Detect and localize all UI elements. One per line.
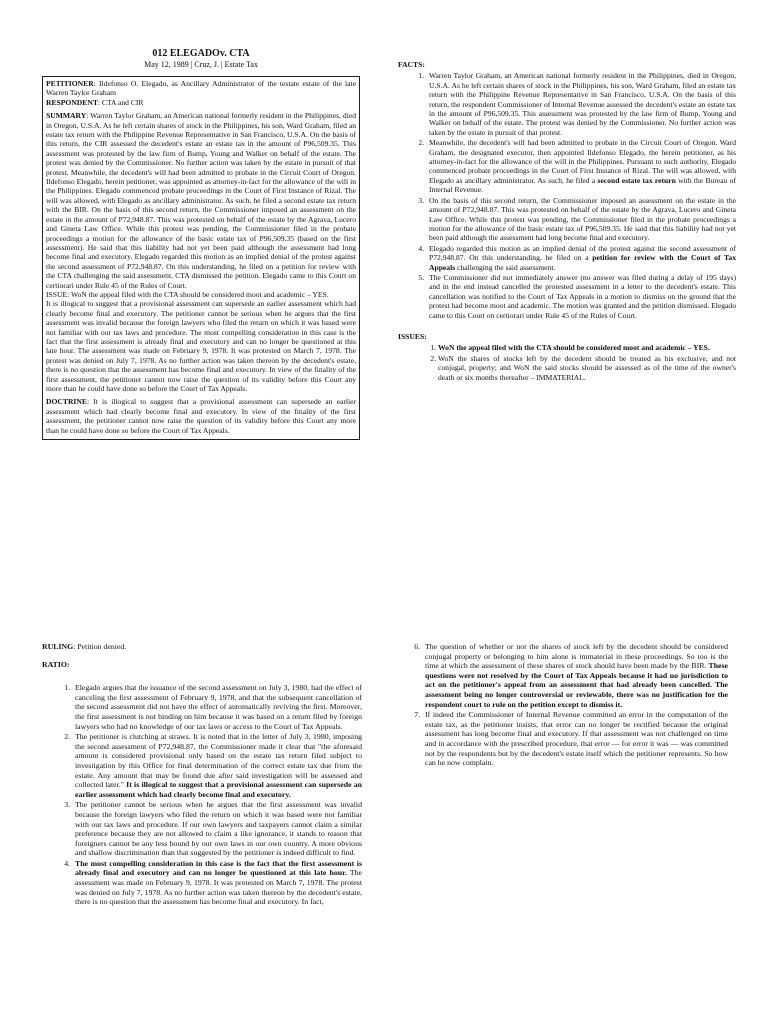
right-lower-column xyxy=(398,642,728,769)
ratio-item: 2. The petitioner is clutching at straws. It is noted that in the letter of July 3, 1980, imposing the second assessment of P72,948.87, the Commissioner made it clear that "the aforesaid amount is considered provisional only based on the estate tax return filed subject to investigation by this Office for final determination of the correct estate tax due from the estate. Any amount that may be found due after said investigation will be assessed and collected later." It is illogical to suggest that a provisional assessment can supersede an earlier assessment which had clearly become final and executory. xyxy=(72,732,362,799)
case-subtitle: May 12, 1989 | Cruz, J. | Estate Tax xyxy=(144,60,258,69)
ratio-item: 6. The question of whether or not the shares of stock left by the decedent should be considered conjugal property or belonging to him alone is immaterial in these proceedings. So too is the time at which the assessment of these shares of stock should have been made by the BIR. These questions were not resolved by the Court of Tax Appeals because it had no jurisdiction to act on the petitioner's appeal from an assessment that had already been cancelled. The assessment being no longer controversial or reviewable, there was no justification for the respondent court to rule on the petition except to dismiss it. xyxy=(422,642,728,709)
respondent-label: RESPONDENT xyxy=(46,97,98,107)
petitioner-text: : Ildefonso O. Elegado, as Ancillary Administrator of the testate estate of the late Warren Taylor Graham xyxy=(46,79,356,98)
issue-line: ISSUE: WoN the appeal filed with the CTA should be considered moot and academic – YES. xyxy=(46,289,329,299)
issue-item: 2. WoN the shares of stocks left by the decedent should be treated as his exclusive, and not conjugal, property; and WoN the said stocks should be assessed as of the time of the owner's death or six months thereafter – IMMATERIAL. xyxy=(438,354,736,382)
facts-item: 5. The Commissioner did not immediately answer (no answer was filed during a delay of 195 days) and in the end instead cancelled the protested assessment in a letter to the decedent's estate. This cancellation was notified to the Court of Tax Appeals in a motion to dismiss on the ground that the protest had become moot and academic. The motion was granted and the petition dismissed. Elegado came to this Court on certiorari under Rule 45 of the Rules of Court. xyxy=(426,273,736,320)
facts-item: 4. Elegado regarded this motion as an implied denial of the protest against the second assessment of P72,948.87. On this understanding, he filed on a petition for review with the Court of Tax Appeals challenging the said assessment. xyxy=(426,244,736,272)
summary-label: SUMMARY xyxy=(46,111,87,121)
left-upper-column xyxy=(42,46,360,440)
ratio-list xyxy=(42,683,362,907)
issues-list xyxy=(398,343,736,382)
left-lower-column xyxy=(42,642,362,908)
right-upper-column xyxy=(398,60,736,383)
ratio-item: 4. The most compelling consideration in this case is the fact that the first assessment is already final and executory and can no longer be questioned at this late hour. The assessment was made on February 9, 1978. It was protested on March 7, 1978. The protest was denied on July 7, 1978. As no further action was taken thereon by the decedent's estate, there is no question that the assessment has become final and executory. In fact, xyxy=(72,859,362,907)
case-title: 012 ELEGADOv. CTA xyxy=(152,48,250,59)
ratio-item: 3. The petitioner cannot be serious when he argues that the first assessment was invalid because the foreign lawyers who filed the return on which it was based were not familiar with our tax laws and procedure. If our own lawyers and taxpayers cannot claim a similar preference because they are not allowed to claim a like ignorance, it stands to reason that foreigners cannot be any less bound by our own laws in our own country. A more obvious and shallow discrimination than that suggested by the petitioner is indeed difficult to find. xyxy=(72,800,362,858)
summary-box xyxy=(42,76,360,440)
issue-item: 1. WoN the appeal filed with the CTA should be considered moot and academic – YES. xyxy=(438,343,736,352)
box-body-paragraph: It is illogical to suggest that a provisional assessment can supersede an earlier assessment which had clearly become final and executory. The petitioner cannot be serious when he argues that the first assessment was invalid because the foreign lawyers who filed the return on which it was based were not familiar with our tax laws and procedure. The most compelling consideration in this case is the fact that the first assessment is already final and executory and can no longer be questioned at this late hour. The assessment was made on February 9, 1978. It was protested on March 7, 1978. The protest was denied on July 7, 1978. As no further action was taken thereon by the decedent's estate, there is no question that the assessment has become final and executory. In view of the finality of the first assessment, the petitioner cannot now raise the question of its validity before this Court any more than he could have done so before the Court of Tax Appeals. xyxy=(46,299,356,393)
ratio-item: 1. Elegado argues that the issuance of the second assessment on July 3, 1980, had the effect of canceling the first assessment of February 9, 1978, and that the subsequent cancellation of the second assessment did not have the effect of automatically reviving the first. Moreover, the first assessment is not binding on him because it was based on a return filed by foreign lawyers who had no knowledge of our tax laws or access to the Court of Tax Appeals. xyxy=(72,683,362,731)
ruling-text: : Petition denied. xyxy=(73,642,127,651)
facts-heading: FACTS: xyxy=(398,60,425,69)
facts-list xyxy=(398,71,736,320)
ruling-line xyxy=(42,642,362,652)
ratio-heading: RATIO: xyxy=(42,659,70,669)
summary-paragraph xyxy=(46,111,356,290)
doctrine-text: : It is illogical to suggest that a provisional assessment can supersede an earlier assessment which had clearly become final and executory. In view of the finality of the first assessment, the petitioner cannot now raise the question of its validity before this Court any more than he could have done so before the Court of Tax Appeals. xyxy=(46,397,356,435)
facts-item: 3. On the basis of this second return, the Commissioner imposed an assessment on the estate in the amount of P72,948.87. This was protested on behalf of the estate by the Agrava, Lucero and Gineta Law Office. While this protest was pending, the Commissioner filed in the probate proceedings a motion for the allowance of the basic estate tax of P96,509.35. He said that this liability had not yet been paid although the assessment had long become final and executory. xyxy=(426,196,736,243)
ratio-list-continued xyxy=(398,642,728,768)
petitioner-line xyxy=(46,79,356,98)
respondent-text: : CTA and CIR xyxy=(97,97,144,107)
doctrine-paragraph xyxy=(46,397,356,435)
petitioner-label: PETITIONER xyxy=(46,79,94,88)
facts-item: 2. Meanwhile, the decedent's will had been admitted to probate in the Circuit Court of Oregon. Ward Graham, the designated executor, then appointed Ildefonso Elegado, the herein petitioner, as his attorney-in-fact for the allowance of the will in the Philippines. Pursuant to such authority, Elegado commenced probate proceedings in the Court of First Instance of Rizal. The will was allowed, with Elegado as ancillary administrator. As such, he filed a second estate tax return with the Bureau of Internal Revenue. xyxy=(426,138,736,194)
ratio-item: 7. If indeed the Commissioner of Internal Revenue committed an error in the computation of the estate tax, as the petitioner insists, that error can no longer be rectified because the original assessment has long become final and executory. If that assessment was not challenged on time and in accordance with the prescribed procedure, that error — for error it was — was committed not by the respondents but by the decedent's estate itself which the petitioner represents. So how can he now complain. xyxy=(422,710,728,768)
ruling-label: RULING xyxy=(42,642,74,651)
respondent-line xyxy=(46,98,356,107)
summary-text: : Warren Taylor Graham, an American national formerly resident in the Philippines, died in Oregon, U.S.A. As he left certain shares of stock in the Philippines, his son, Ward Graham, filed an estate tax return with the Philippine Revenue Representative in San Francisco, U.S.A. On the basis of this return, the CIR assessed the decedent's estate an estate tax in the amount of P96,509.35. This assessment was protested by the law firm of Bump, Young and Walker on behalf of the estate. The protest was denied by the Commissioner. No further action was taken by the estate in pursuit of that protest. Meanwhile, the decedent's will had been admitted to probate in the Circuit Court of Oregon. Ildefonso Elegado, herein petitioner, was appointed as attorney-in-fact for the allowance of the will in the Philippines. Elegado commenced probate proceedings in the Court of First Instance of Rizal. The will was allowed, with Elegado as ancillary administrator. As such, he filed a second estate tax return with the BIR. On the basis of this second return, the Commissioner imposed an assessment on the estate in the amount of P72,948.87. This was protested on behalf of the estate by the Agrava, Lucero and Gineta Law Office. While this protest was pending, the Commissioner filed in the probate proceedings a motion for the allowance of the basic estate tax of P96,509.35 (based on the first assessment). He said that this liability had not yet been paid although the assessment had long become final and executory. Elegado regarded this motion as an implied denial of the protest against the second assessment of P72,948.87. On this understanding, he filed on a petition for review with the CTA challenging the said assessment. CTA dismissed the petition. Elegado came to this Court on certiorari under Rule 45 of the Rules of Court. xyxy=(46,111,356,290)
facts-item: 1. Warren Taylor Graham, an American national formerly resident in the Philippines, died in Oregon, U.S.A. As he left certain shares of stock in the Philippines, his son, Ward Graham, filed an estate tax return with the Philippine Revenue Representative in San Francisco, U.S.A. On the basis of this return, the respondent Commissioner of Internal Revenue assessed the decedent's estate an estate tax in the amount of P96,509.35. This assessment was protested by the law firm of Bump, Young and Walker on behalf of the estate. The protest was denied by the Commissioner. No further action was taken by the estate in pursuit of that protest. xyxy=(426,71,736,137)
doctrine-label: DOCTRINE xyxy=(46,397,87,407)
issues-heading: ISSUES: xyxy=(398,331,427,341)
